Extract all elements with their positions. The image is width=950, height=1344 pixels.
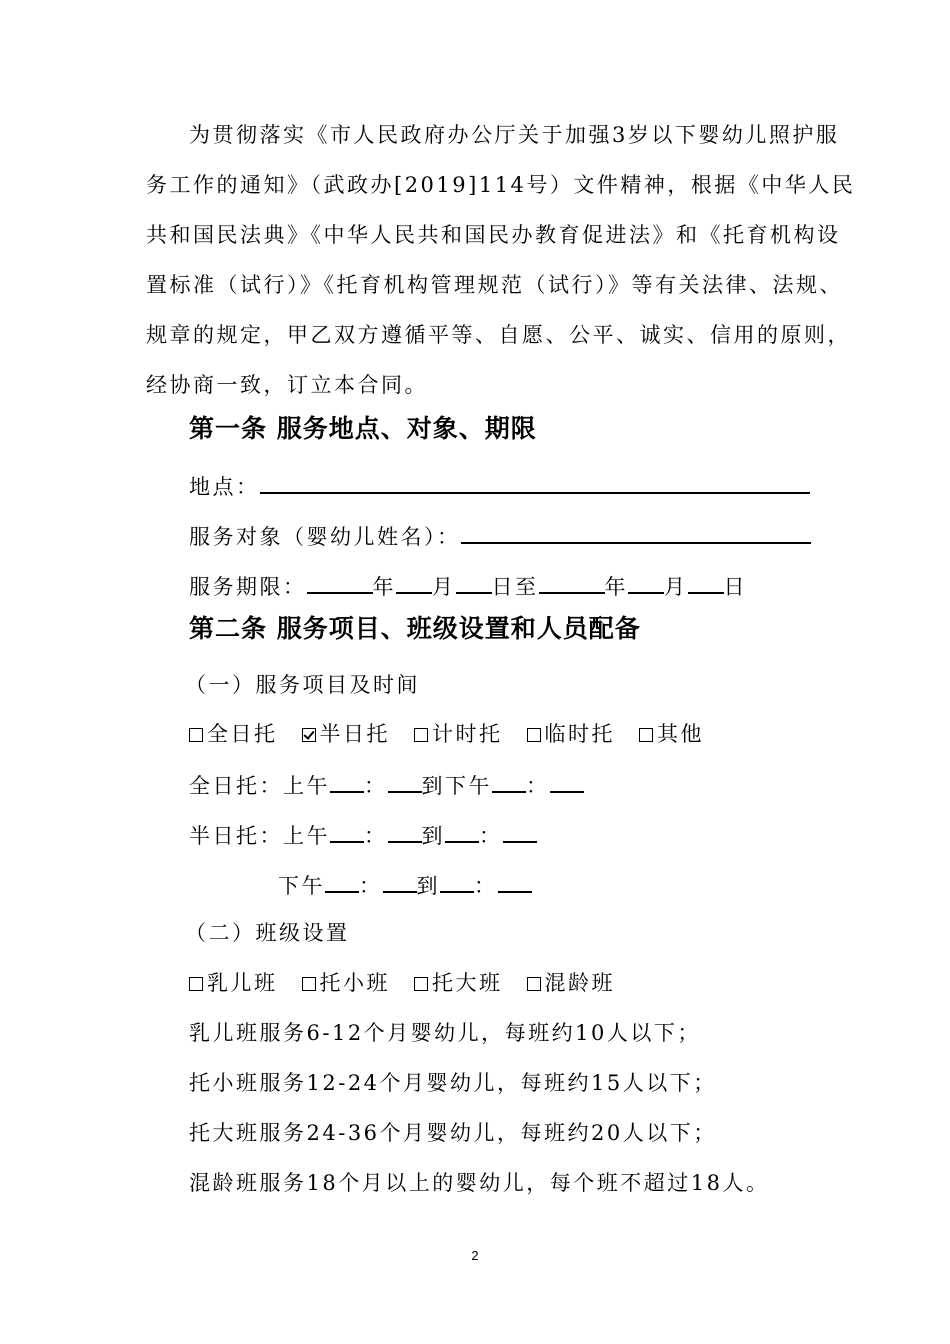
- halfday-am-start-hour[interactable]: [330, 819, 364, 843]
- target-row: [189, 520, 811, 552]
- option-label: 其他: [657, 722, 704, 746]
- section2-title: （二）班级设置: [185, 921, 350, 945]
- fullday-start-hour[interactable]: [330, 769, 364, 793]
- intro-line-5: 规章的规定，甲乙双方遵循平等、自愿、公平、诚实、信用的原则，: [146, 323, 851, 347]
- period-row: [189, 570, 747, 602]
- halfday-label: 半日托：: [189, 824, 283, 848]
- period-label: 服务期限：: [189, 575, 307, 599]
- class-option-mixed[interactable]: [527, 968, 616, 998]
- year-text: 年: [604, 575, 628, 599]
- class-option-infant[interactable]: [189, 968, 278, 998]
- halfday-am-start-min[interactable]: [388, 819, 422, 843]
- option-label: 半日托: [319, 722, 390, 746]
- option-temporary[interactable]: [527, 719, 616, 749]
- month-text: 月: [432, 575, 456, 599]
- year-text: 年: [372, 575, 396, 599]
- checkbox-checked-icon[interactable]: [302, 728, 316, 742]
- start-year-field[interactable]: [307, 570, 373, 594]
- location-row: [189, 470, 810, 502]
- intro-line-3: 共和国民法典》《中华人民共和国民办教育促进法》和《托育机构设: [146, 223, 841, 247]
- halfday-pm-row: [278, 869, 532, 901]
- intro-line-6: 经协商一致，订立本合同。: [146, 373, 428, 397]
- intro-line-1: 为贯彻落实《市人民政府办公厅关于加强3岁以下婴幼儿照护服: [189, 123, 840, 147]
- child-name-field[interactable]: [461, 520, 811, 544]
- target-label: 服务对象（婴幼儿姓名）：: [189, 525, 461, 549]
- to-pm-text: 到下午: [421, 774, 492, 798]
- article1-title: 第一条 服务地点、对象、期限: [189, 414, 537, 443]
- halfday-am-end-min[interactable]: [503, 819, 537, 843]
- checkbox-icon[interactable]: [302, 977, 316, 991]
- section1-title: （一）服务项目及时间: [185, 673, 420, 697]
- month-text: 月: [664, 575, 688, 599]
- halfday-am-row: [189, 819, 537, 851]
- class-options: [189, 968, 615, 998]
- class-desc-4: 混龄班服务18个月以上的婴幼儿，每个班不超过18人。: [189, 1171, 770, 1195]
- halfday-pm-end-min[interactable]: [498, 869, 532, 893]
- option-label: 混龄班: [544, 971, 615, 995]
- location-field[interactable]: [260, 470, 810, 494]
- checkbox-icon[interactable]: [527, 728, 541, 742]
- option-label: 乳儿班: [207, 971, 278, 995]
- day-to-text: 日至: [491, 575, 539, 599]
- fullday-label: 全日托：: [189, 774, 283, 798]
- option-other[interactable]: [639, 719, 704, 749]
- day-text: 日: [723, 575, 747, 599]
- pm-text: 下午: [278, 874, 325, 898]
- colon: ：: [359, 874, 383, 898]
- option-halfday[interactable]: [302, 719, 391, 749]
- colon: ：: [479, 824, 503, 848]
- colon: ：: [474, 874, 498, 898]
- start-month-field[interactable]: [396, 570, 432, 594]
- fullday-end-hour[interactable]: [492, 769, 526, 793]
- checkbox-icon[interactable]: [189, 977, 203, 991]
- checkbox-icon[interactable]: [189, 728, 203, 742]
- class-desc-2: 托小班服务12-24个月婴幼儿，每班约15人以下；: [189, 1071, 717, 1095]
- colon: ：: [526, 774, 550, 798]
- checkbox-icon[interactable]: [639, 728, 653, 742]
- end-day-field[interactable]: [688, 570, 724, 594]
- end-year-field[interactable]: [539, 570, 605, 594]
- option-label: 计时托: [432, 722, 503, 746]
- option-label: 托大班: [432, 971, 503, 995]
- option-label: 全日托: [207, 722, 278, 746]
- halfday-pm-end-hour[interactable]: [440, 869, 474, 893]
- option-hourly[interactable]: [414, 719, 503, 749]
- article2-title: 第二条 服务项目、班级设置和人员配备: [189, 614, 641, 643]
- to-text: 到: [416, 874, 440, 898]
- option-label: 托小班: [319, 971, 390, 995]
- colon: ：: [364, 824, 388, 848]
- class-option-large[interactable]: [414, 968, 503, 998]
- checkbox-icon[interactable]: [527, 977, 541, 991]
- checkbox-icon[interactable]: [414, 977, 428, 991]
- intro-line-2: 务工作的通知》（武政办[2019]114号）文件精神，根据《中华人民: [146, 173, 856, 197]
- class-desc-3: 托大班服务24-36个月婴幼儿，每班约20人以下；: [189, 1121, 717, 1145]
- fullday-start-min[interactable]: [388, 769, 422, 793]
- intro-line-4: 置标准（试行）》《托育机构管理规范（试行）》等有关法律、法规、: [146, 273, 843, 297]
- halfday-am-end-hour[interactable]: [445, 819, 479, 843]
- am-text: 上午: [283, 824, 330, 848]
- checkbox-icon[interactable]: [414, 728, 428, 742]
- page-number: 2: [471, 1248, 479, 1263]
- option-label: 临时托: [544, 722, 615, 746]
- fullday-end-min[interactable]: [550, 769, 584, 793]
- start-day-field[interactable]: [456, 570, 492, 594]
- class-option-small[interactable]: [302, 968, 391, 998]
- option-fullday[interactable]: [189, 719, 278, 749]
- location-label: 地点：: [189, 475, 260, 499]
- end-month-field[interactable]: [628, 570, 664, 594]
- fullday-time-row: [189, 769, 584, 801]
- class-desc-1: 乳儿班服务6-12个月婴幼儿，每班约10人以下；: [189, 1021, 701, 1045]
- to-text: 到: [421, 824, 445, 848]
- am-text: 上午: [283, 774, 330, 798]
- halfday-pm-start-hour[interactable]: [325, 869, 359, 893]
- colon: ：: [364, 774, 388, 798]
- service-options: [189, 719, 704, 749]
- halfday-pm-start-min[interactable]: [383, 869, 417, 893]
